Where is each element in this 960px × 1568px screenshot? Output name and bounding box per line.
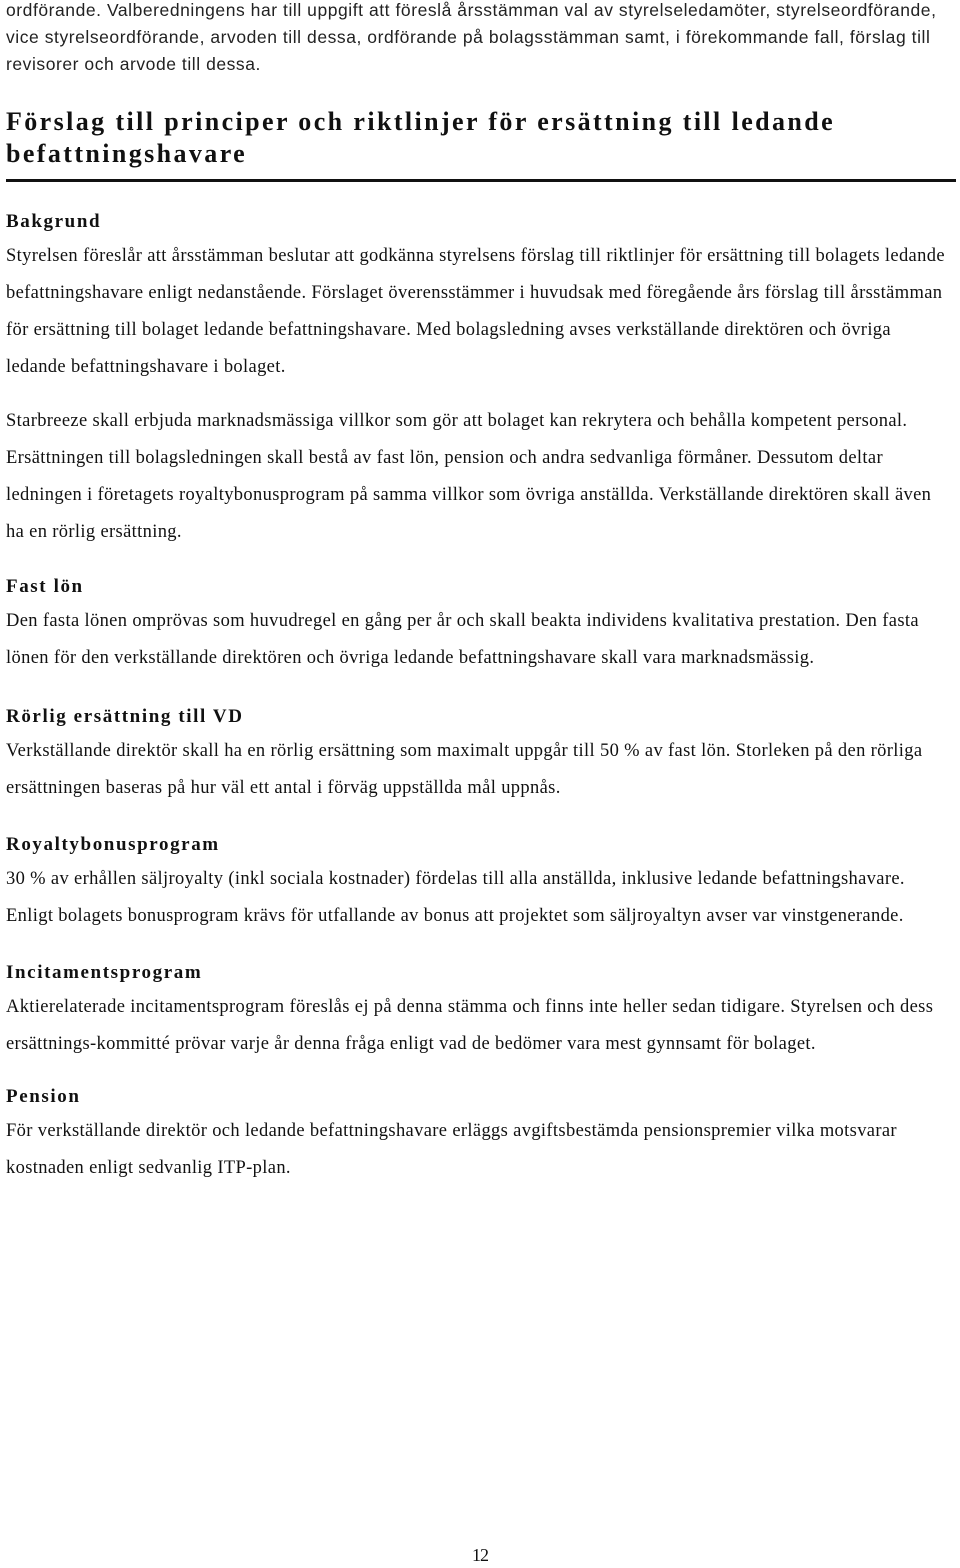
paragraph-bakgrund-2: Starbreeze skall erbjuda marknadsmässiga villkor som gör att bolaget kan rekrytera och behålla kompetent personal. Ersättningen till bolagsledningen skall bestå av fast lön, pension och andra sedvanliga förmåner. Dessutom deltar ledningen i företagets royaltybonusprogram på samma villkor som övriga anställda. Verkställande direktören skall även ha en rörlig ersättning. [6, 411, 932, 542]
section-incitamentsprogram [6, 961, 956, 1063]
main-heading: Förslag till principer och riktlinjer för ersättning till ledande befattningshavare [6, 106, 956, 182]
section-royaltybonusprogram [6, 833, 956, 935]
section-heading-royaltybonusprogram: Royaltybonusprogram [6, 834, 220, 855]
section-heading-incitamentsprogram: Incitamentsprogram [6, 962, 203, 983]
paragraph-pension: För verkställande direktör och ledande befattningshavare erläggs avgiftsbestämda pensionspremier vilka motsvarar kostnaden enligt sedvanlig ITP-plan. [6, 1121, 897, 1178]
paragraph-bakgrund-1: Styrelsen föreslår att årsstämman beslutar att godkänna styrelsens förslag till riktlinjer för ersättning till bolagets ledande befattningshavare enligt nedanstående. Förslaget överensstämmer i huvudsak med föregående års förslag till årsstämman för ersättning till bolaget ledande befattningshavare. Med bolagsledning avses verkställande direktören och övriga ledande befattningshavare i bolaget. [6, 246, 945, 377]
section-heading-rorlig-ersattning: Rörlig ersättning till VD [6, 706, 244, 727]
section-heading-pension: Pension [6, 1086, 81, 1107]
section-pension [6, 1085, 956, 1187]
page-number: 12 [472, 1545, 488, 1565]
section-rorlig-ersattning [6, 705, 956, 807]
section-bakgrund [6, 210, 956, 551]
paragraph-fast-lon: Den fasta lönen omprövas som huvudregel en gång per år och skall beakta individens kvalitativa prestation. Den fasta lönen för den verkställande direktören och övriga ledande befattningshavare skall vara marknadsmässig. [6, 611, 919, 668]
section-fast-lon [6, 575, 956, 677]
paragraph-royaltybonusprogram: 30 % av erhållen säljroyalty (inkl sociala kostnader) fördelas till alla anställda, inklusive ledande befattningshavare. Enligt bolagets bonusprogram krävs för utfallande av bonus att projektet som säljroyaltyn avser var vinstgenerande. [6, 869, 905, 926]
section-heading-fast-lon: Fast lön [6, 576, 84, 597]
document-page [6, 0, 956, 1187]
section-heading-bakgrund: Bakgrund [6, 211, 102, 232]
paragraph-incitamentsprogram: Aktierelaterade incitamentsprogram föreslås ej på denna stämma och finns inte heller sedan tidigare. Styrelsen och dess ersättnings-kommitté prövar varje år denna fråga enligt vad de bedömer vara mest gynnsamt för bolaget. [6, 997, 934, 1054]
paragraph-rorlig-ersattning: Verkställande direktör skall ha en rörlig ersättning som maximalt uppgår till 50 % av fast lön. Storleken på den rörliga ersättningen baseras på hur väl ett antal i förväg uppställda mål uppnås. [6, 741, 923, 798]
intro-paragraph: ordförande. Valberedningens har till uppgift att föreslå årsstämman val av styrelseledamöter, styrelseordförande, vice styrelseordförande, arvoden till dessa, ordförande på bolagsstämman samt, i förekommande fall, förslag till revisorer och arvode till dessa. [6, 0, 937, 74]
